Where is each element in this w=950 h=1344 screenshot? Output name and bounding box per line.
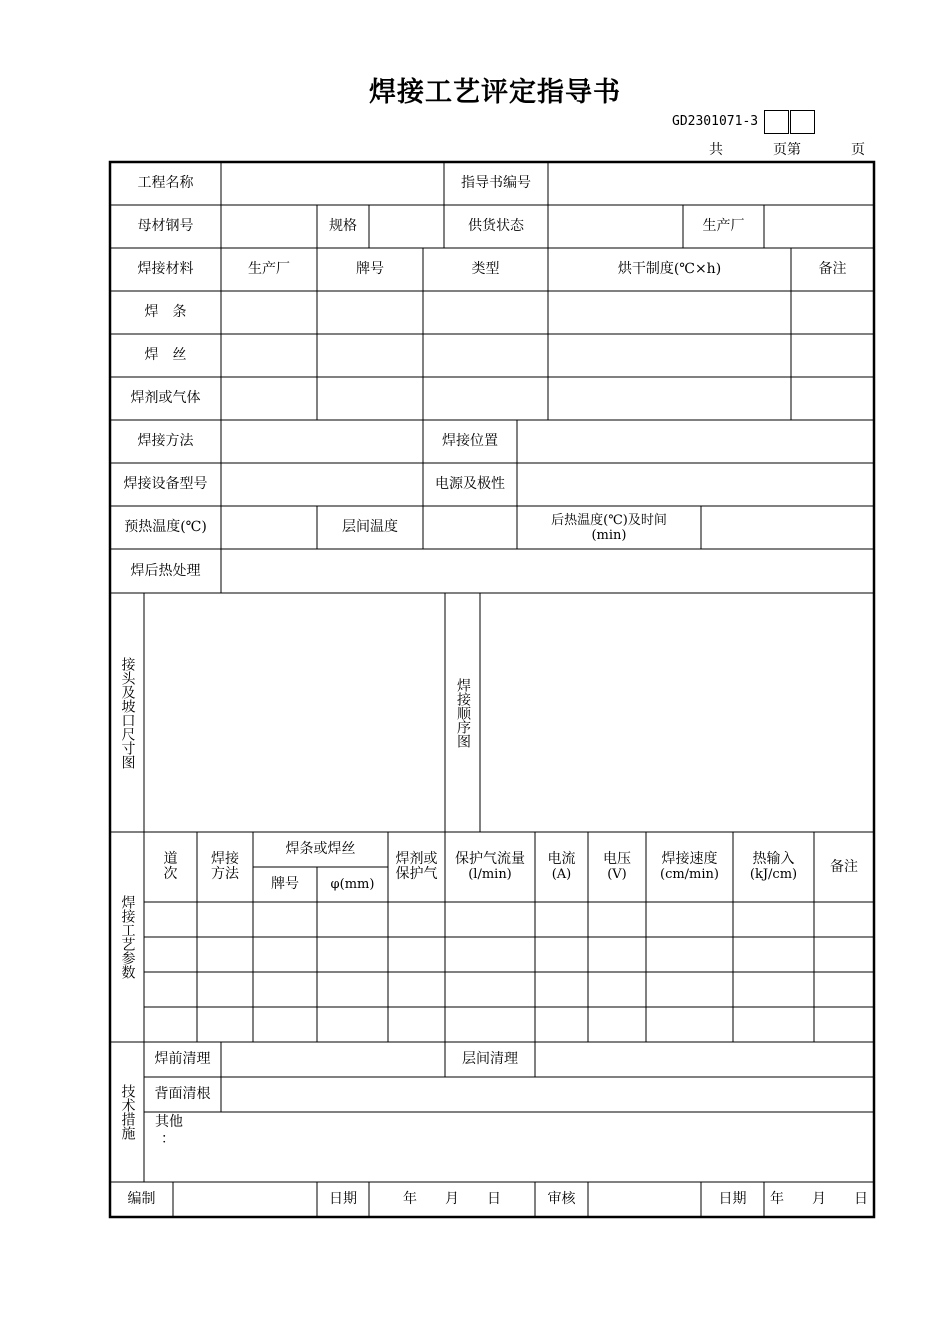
heat-input-header-line2: (kJ/cm) bbox=[749, 867, 798, 882]
prepared-date-field[interactable]: 年 月 日 bbox=[403, 1191, 501, 1207]
supply-state-field[interactable] bbox=[548, 205, 683, 248]
prepared-date-label: 日期 bbox=[329, 1191, 357, 1207]
reviewed-by-field[interactable] bbox=[588, 1182, 701, 1217]
joint-drawing-area[interactable] bbox=[144, 593, 445, 832]
current-header-line1: 电流 bbox=[547, 851, 576, 867]
equipment-model-field[interactable] bbox=[221, 463, 423, 506]
power-polarity-label: 电源及极性 bbox=[435, 476, 505, 492]
back-gouge-label: 背面清根 bbox=[154, 1086, 211, 1102]
prepared-by-field[interactable] bbox=[173, 1182, 317, 1217]
pwht-field[interactable] bbox=[221, 549, 874, 593]
manufacturer-label: 生产厂 bbox=[702, 218, 745, 234]
other-label-line2: ： bbox=[161, 1131, 175, 1147]
welding-position-field[interactable] bbox=[517, 420, 874, 463]
materials-col-grade: 牌号 bbox=[356, 261, 384, 277]
instruction-no-field[interactable] bbox=[548, 162, 874, 205]
gas-flow-header bbox=[445, 832, 535, 902]
welding-method-label: 焊接方法 bbox=[137, 433, 194, 449]
interpass-clean-field[interactable] bbox=[535, 1042, 874, 1077]
measures-section-label-text: 技术措施 bbox=[119, 1084, 136, 1140]
speed-header bbox=[646, 832, 733, 902]
manufacturer-field[interactable] bbox=[764, 205, 874, 248]
pass-header bbox=[144, 832, 197, 902]
voltage-header-line2: (V) bbox=[607, 867, 627, 882]
base-steel-label: 母材钢号 bbox=[137, 218, 194, 234]
instruction-no-label: 指导书编号 bbox=[461, 175, 531, 191]
params-section-label-text: 焊接工艺参数 bbox=[119, 895, 136, 979]
equipment-model-label: 焊接设备型号 bbox=[123, 476, 208, 492]
base-steel-field[interactable] bbox=[221, 205, 317, 248]
materials-col-type: 类型 bbox=[471, 261, 500, 277]
flux-gas-header-text: 焊剂或保护气 bbox=[395, 851, 438, 882]
page-total-label: 共 bbox=[709, 142, 723, 158]
pwht-label: 焊后热处理 bbox=[130, 562, 201, 579]
gas-flow-header-line2: (l/min) bbox=[468, 867, 512, 882]
filler-header: 焊条或焊丝 bbox=[285, 841, 356, 857]
materials-col-remark: 备注 bbox=[818, 261, 847, 277]
speed-header-line1: 焊接速度 bbox=[661, 851, 718, 867]
postheat-label bbox=[517, 506, 701, 549]
wire-row-label: 焊 丝 bbox=[144, 347, 187, 363]
voltage-header bbox=[588, 832, 646, 902]
welding-materials-label: 焊接材料 bbox=[137, 261, 194, 277]
other-label-line1: 其他 bbox=[155, 1114, 183, 1130]
grade-header: 牌号 bbox=[271, 876, 299, 892]
interpass-temp-label: 层间温度 bbox=[342, 519, 398, 535]
voltage-header-line1: 电压 bbox=[603, 851, 631, 867]
reviewed-by-label: 审核 bbox=[547, 1191, 576, 1207]
materials-col-drying: 烘干制度(℃×h) bbox=[617, 261, 722, 277]
interpass-temp-field[interactable] bbox=[423, 506, 517, 549]
sequence-drawing-label-text: 焊接顺序图 bbox=[455, 677, 471, 748]
spec-field[interactable] bbox=[369, 205, 444, 248]
joint-drawing-label-text: 接头及坡口尺寸图 bbox=[119, 656, 136, 769]
postheat-field[interactable] bbox=[701, 506, 874, 549]
document-title: 焊接工艺评定指导书 bbox=[369, 77, 621, 108]
project-name-label: 工程名称 bbox=[137, 175, 194, 191]
pre-clean-field[interactable] bbox=[221, 1042, 445, 1077]
heat-input-header-line1: 热输入 bbox=[752, 851, 795, 867]
electrode-row-label: 焊 条 bbox=[144, 304, 187, 320]
preheat-temp-field[interactable] bbox=[221, 506, 317, 549]
current-header-line2: (A) bbox=[551, 867, 572, 882]
params-remark-header: 备注 bbox=[830, 858, 858, 875]
materials-col-manufacturer: 生产厂 bbox=[248, 261, 290, 277]
method-header bbox=[197, 832, 253, 902]
preheat-temp-label: 预热温度(℃) bbox=[124, 519, 207, 535]
other-label bbox=[155, 1114, 183, 1148]
postheat-label-line1: 后热温度(℃)及时间 bbox=[551, 512, 667, 528]
reviewed-date-label: 日期 bbox=[718, 1191, 747, 1207]
document-number: GD2301071-3 bbox=[672, 114, 759, 129]
pre-clean-label: 焊前清理 bbox=[154, 1051, 211, 1067]
welding-method-field[interactable] bbox=[221, 420, 423, 463]
back-gouge-field[interactable] bbox=[221, 1077, 874, 1112]
interpass-clean-label: 层间清理 bbox=[462, 1051, 518, 1067]
page-current-label: 页第 bbox=[773, 142, 801, 158]
current-header bbox=[535, 832, 588, 902]
sequence-drawing-area[interactable] bbox=[480, 593, 874, 832]
reviewed-date-field[interactable]: 年 月 日 bbox=[770, 1191, 868, 1207]
power-polarity-field[interactable] bbox=[517, 463, 874, 506]
flux-gas-header bbox=[388, 832, 445, 902]
pass-header-text: 道次 bbox=[163, 851, 178, 882]
project-name-field[interactable] bbox=[221, 162, 444, 205]
postheat-label-line2: (min) bbox=[591, 527, 627, 543]
params-section-label bbox=[110, 832, 144, 1042]
joint-drawing-label bbox=[110, 593, 144, 832]
gas-flow-header-line1: 保护气流量 bbox=[455, 851, 525, 867]
speed-header-line2: (cm/min) bbox=[660, 867, 719, 882]
measures-section-label bbox=[110, 1042, 144, 1182]
welding-position-label: 焊接位置 bbox=[442, 433, 498, 449]
heat-input-header bbox=[733, 832, 814, 902]
spec-label: 规格 bbox=[329, 218, 357, 234]
diameter-header: φ(mm) bbox=[330, 877, 375, 892]
flux-gas-row-label: 焊剂或气体 bbox=[130, 390, 201, 406]
other-field[interactable] bbox=[200, 1112, 874, 1182]
prepared-by-label: 编制 bbox=[127, 1191, 156, 1207]
page-end-label: 页 bbox=[851, 142, 865, 158]
supply-state-label: 供货状态 bbox=[468, 218, 524, 234]
sequence-drawing-label bbox=[445, 593, 480, 832]
method-header-text: 焊接方法 bbox=[211, 851, 239, 882]
